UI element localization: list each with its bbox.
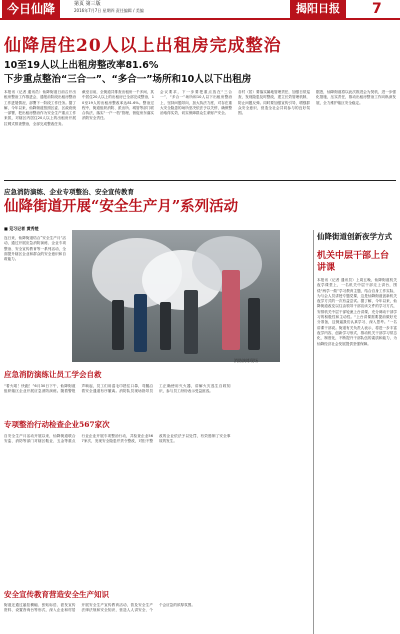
- paper-name-logo: 揭阳日报: [290, 0, 346, 18]
- article1-headline: 仙降居住20人以上出租房完成整治: [4, 36, 282, 56]
- section1-text: “着火啦！快跑！”6月30日下午，仙降街道组织辖区企业开展应急消防演练。随着警报声响起，员工们用湿毛巾捂住口鼻，弯腰沿着安全通道有序撤离。消防队员现场指导员工正确使用灭火器，讲解火灾逃生自救知识，参与员工纷纷表示受益匪浅。: [4, 384, 231, 394]
- section2-title: 专项整治行动检查企业567家次: [4, 420, 110, 429]
- article1-column: 据悉，仙降街道将以此次推进会为契机，进一步强化措施，压实责任，推动出租房整治工作向纵深发展，全力维护辖区安全稳定。: [316, 90, 396, 105]
- sidebar-divider: [313, 230, 314, 634]
- article2-lead: 连日来，仙降街道结合“安全生产月”活动，通过开展应急消防演练、企业专项整治、安全宣传教育等一系列活动，全面提升辖区企业和群众的安全意识和自救能力。: [4, 236, 66, 262]
- sidebar-headline: 机关中层干部上台讲课: [317, 251, 390, 273]
- edition-label: 第页 第三版: [74, 1, 101, 7]
- article1-subhead-2: 下步重点整治“三合一”、“多合一”场所和10人以下出租房: [4, 74, 252, 85]
- article1-subhead-1: 10至19人以上出租房整改率81.6%: [4, 60, 159, 71]
- section-title: 今日仙降: [2, 0, 60, 18]
- section3-title: 安全宣传教育营造安全生产知识: [4, 590, 109, 599]
- section2-text: 自安全生产月活动开展以来，仙降街道联合安监、消防等部门对辖区鞋业、五金等重点行业企业开展专项整治行动，共检查企业567家次，发现安全隐患并责令整改，对拒不整改的企业依法予以处罚，有效遏制了安全事故的发生。: [4, 434, 231, 444]
- section1-title: 应急消防演练让员工学会自救: [4, 370, 102, 379]
- article1-column: 截至目前，全街道共排查出租房一千多间，其中居住20人以上的出租房已全部完成整治，10至19人的出租房整改率达81.6%。整治过程中，街道组织消防、派出所、城管等部门联合执法，落实“一户一档”管理，督促房东落实消防安全责任。: [82, 90, 154, 121]
- page-number: 7: [372, 1, 382, 17]
- article2-byline: ■ 见习记者 黄秀楚: [4, 226, 39, 231]
- section-divider: [4, 180, 396, 181]
- sidebar-kicker: 仙降街道创新夜学方式: [317, 232, 392, 241]
- article2-pre-headline: 应急消防演练、企业专项整治、安全宣传教育: [4, 188, 134, 196]
- article1-column: 本报讯（记者 通讯员）仙降街道日前召开出租房整治工作推进会，通报前阶段出租房整治工作进展情况，部署下一阶段工作任务。据了解，今年以来，仙降街道按照区委、区政府统一部署，把出租房整治作为安全生产重点工作来抓，对辖区内居住20人以上的出租房开展拉网式排查整治，全部完成整改任务。: [4, 90, 76, 126]
- section3-text: 街道还通过悬挂横幅、张贴标语、派发宣传资料、设置咨询台等形式，深入企业和村居开展安全生产宣传教育活动，普及安全生产法律法规和安全知识，营造人人讲安全、个个会应急的浓厚氛围。: [4, 603, 195, 613]
- fire-drill-photo: [72, 230, 280, 362]
- article2-headline: 仙降街道开展“安全生产月”系列活动: [4, 198, 239, 215]
- sidebar-text: 本报讯（记者 通讯员）上周五晚，仙降街道机关夜学课堂上，一名机关中层干部走上讲台，围绕“两学一做”学习教育主题，结合自身工作实际，为与会人员讲授专题党课，这是仙降街道创新机关夜学方式的一次有益尝试。据了解，今年以来，仙降街道改变以往由领导干部宣读文件的学习方式，安排机关中层干部轮流上台讲课，充分调动干部学习的积极性和主动性。“上台讲课需要提前做好充分准备，这倒逼我们认真学习、深入思考。”一名讲课干部说。街道有关负责人表示，将进一步丰富夜学内容，创新学习形式，推动机关干部学习常态化、制度化，不断提升干部队伍的素质和能力，为仙降经济社会发展提供坚强保障。: [317, 278, 397, 346]
- issue-date: 2016年7月7日 星期四 责任编辑 / 美编: [74, 8, 144, 13]
- article1-column: 会议要求，下一步要把重点放在“三合一”、“多合一”场所和10人以下出租房整治上，坚持问题导向，加大执法力度，对存在重大安全隐患的场所坚决依法予以关停，确保整治取得实效，切实保障群众生命财产安全。: [160, 90, 232, 116]
- article1-column: 各村（居）要落实属地管理责任，加强日常巡查，发现隐患及时整改，建立长效管理机制，防止问题反弹。同时要加强宣传引导，增强群众安全意识，营造全社会共同参与的良好氛围。: [238, 90, 310, 116]
- photo-caption: 消防演练现场: [234, 358, 258, 363]
